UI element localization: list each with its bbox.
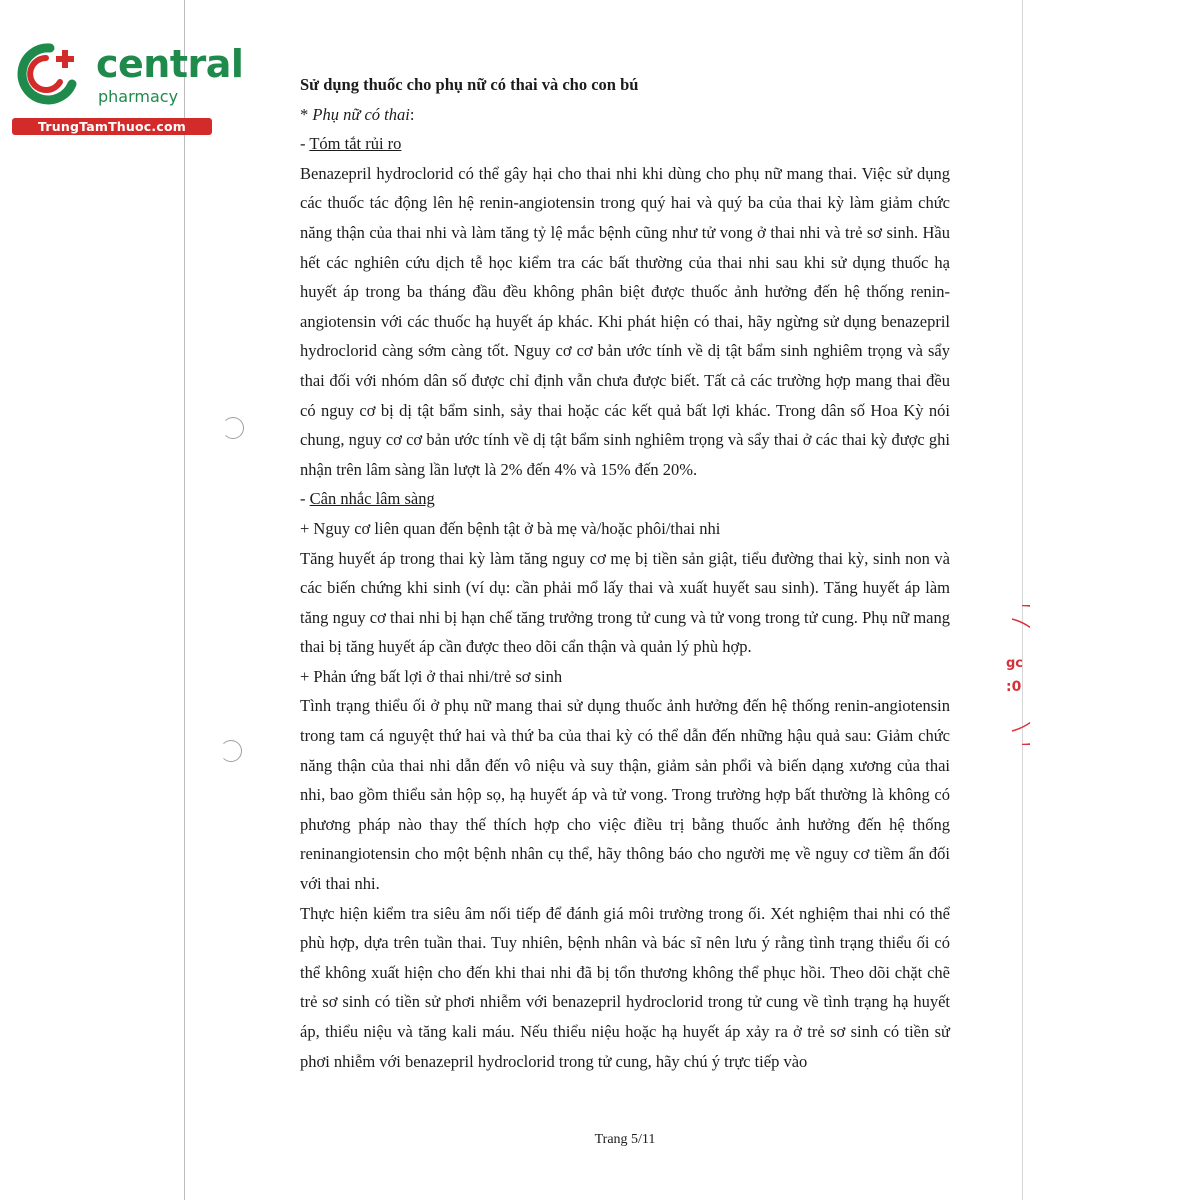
section-title-clinical-considerations: Cân nhắc lâm sàng (309, 489, 435, 509)
subheading: Phụ nữ có thai (312, 104, 410, 124)
red-stamp-icon (990, 605, 1030, 745)
page-number: Trang 5/11 (594, 1132, 656, 1147)
section-title-line (300, 129, 950, 159)
punch-hole-icon (220, 740, 242, 762)
brand-logo[interactable] (10, 38, 244, 138)
punch-hole-icon (222, 417, 244, 439)
subheading-line (300, 100, 950, 130)
ultrasound-paragraph: Thực hiện kiểm tra siêu âm nối tiếp để đánh giá môi trường trong ối. Xét nghiệm thai nhi có thể phù hợp, dựa trên tuần thai. Tuy nhiên, bệnh nhân và bác sĩ nên lưu ý rằng tình trạng thiểu ối có thể không xuất hiện cho đến khi thai nhi đã bị tổn thương không thể phục hồi. Theo dõi chặt chẽ trẻ sơ sinh có tiền sử phơi nhiễm với benazepril hydroclorid trong tử cung về tình trạng hạ huyết áp, thiểu niệu và tăng kali máu. Nếu thiểu niệu hoặc hạ huyết áp xảy ra ở trẻ sơ sinh có tiền sử phơi nhiễm với benazepril hydroclorid trong tử cung, hãy chú ý trực tiếp vào (300, 903, 950, 1071)
section-prefix: - (300, 134, 310, 154)
section-title-risk-summary: Tóm tắt rủi ro (309, 134, 402, 154)
page-right-edge (1022, 0, 1023, 1200)
fetal-adverse-title: + Phản ứng bất lợi ở thai nhi/trẻ sơ sinh (300, 666, 563, 686)
page-left-edge (184, 0, 185, 1200)
brand-name: central (96, 42, 244, 86)
risk-summary-paragraph: Benazepril hydroclorid có thể gây hại cho thai nhi khi dùng cho phụ nữ mang thai. Việc sử dụng các thuốc tác động lên hệ renin-angiotensin trong quý hai và quý ba của thai kỳ làm giảm chức năng thận của thai nhi và làm tăng tỷ lệ mắc bệnh cũng như tử vong ở thai nhi và trẻ sơ sinh. Hầu hết các nghiên cứu dịch tễ học kiểm tra các bất thường của thai nhi sau khi sử dụng thuốc hạ huyết áp trong ba tháng đầu đều không phân biệt được thuốc ảnh hưởng đến hệ thống renin-angiotensin với các thuốc hạ huyết áp khác. Khi phát hiện có thai, hãy ngừng sử dụng benazepril hydroclorid càng sớm càng tốt. Nguy cơ cơ bản ước tính về dị tật bẩm sinh nghiêm trọng và sẩy thai đối với nhóm dân số được chỉ định vẫn chưa được biết. Tất cả các trường hợp mang thai đều có nguy cơ bị dị tật bẩm sinh, sảy thai hoặc các kết quả bất lợi khác. Trong dân số Hoa Kỳ nói chung, nguy cơ cơ bản ước tính về dị tật bẩm sinh nghiêm trọng và sẩy thai ở các thai kỳ được ghi nhận trên lâm sàng lần lượt là 2% đến 4% và 15% đến 20%. (300, 163, 950, 479)
subheading-suffix: : (409, 104, 415, 124)
brand-website[interactable]: TrungTamThuoc.com (12, 118, 212, 135)
brand-subtitle: pharmacy (98, 87, 179, 106)
fetal-adverse-paragraph: Tình trạng thiểu ối ở phụ nữ mang thai sử dụng thuốc ảnh hưởng đến hệ thống renin-angiotensin trong tam cá nguyệt thứ hai và thứ ba của thai kỳ có thể dẫn đến những hậu quả sau: Giảm chức năng thận của thai nhi dẫn đến vô niệu và suy thận, giảm sản phổi và biến dạng xương của thai nhi, bao gồm thiểu sản hộp sọ, hạ huyết áp và tử vong. Trong trường hợp bất thường là không có phương pháp nào thay thế thích hợp cho việc điều trị bằng thuốc ảnh hưởng đến hệ thống reninangiotensin cho một bệnh nhân cụ thể, hãy thông báo cho người mẹ về nguy cơ tiềm ẩn đối với thai nhi. (300, 696, 950, 894)
svg-text::0: :0 (1006, 679, 1022, 695)
left-margin (0, 0, 184, 1200)
maternal-risk-title: + Nguy cơ liên quan đến bệnh tật ở bà mẹ và/hoặc phôi/thai nhi (300, 518, 721, 538)
svg-text:gc: gc (1006, 656, 1024, 671)
subheading-prefix: * (300, 104, 313, 124)
section-prefix: - (300, 489, 310, 509)
document-body (300, 70, 950, 1076)
maternal-risk-paragraph: Tăng huyết áp trong thai kỳ làm tăng nguy cơ mẹ bị tiền sản giật, tiểu đường thai kỳ, sinh non và các biến chứng khi sinh (ví dụ: cần phải mổ lấy thai và xuất huyết sau sinh). Tăng huyết áp làm tăng nguy cơ thai nhi bị hạn chế tăng trưởng trong tử cung và tử vong trong tử cung. Phụ nữ mang thai bị tăng huyết áp cần được theo dõi cẩn thận và quản lý phù hợp. (300, 548, 950, 657)
section-title-line (300, 484, 950, 514)
logo-mark-icon (10, 38, 82, 110)
document-heading: Sử dụng thuốc cho phụ nữ có thai và cho con bú (300, 75, 639, 94)
